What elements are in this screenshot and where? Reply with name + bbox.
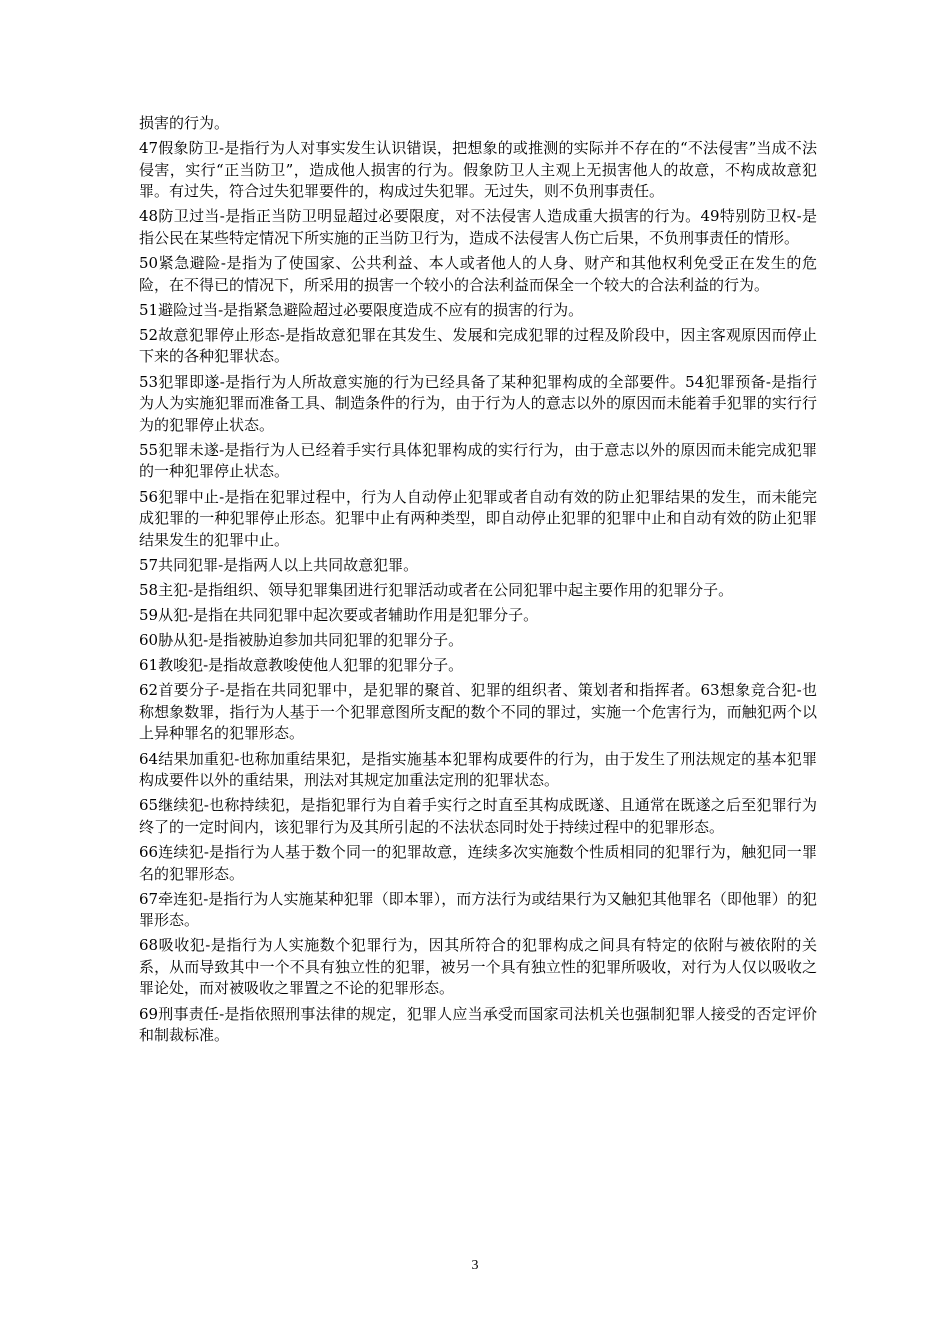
paragraph: 55犯罪未遂-是指行为人已经着手实行具体犯罪构成的实行行为，由于意志以外的原因而未能完成犯罪的一种犯罪停止状态。 <box>139 440 817 481</box>
paragraph: 48防卫过当-是指正当防卫明显超过必要限度，对不法侵害人造成重大损害的行为。49特别防卫权-是指公民在某些特定情况下所实施的正当防卫行为，造成不法侵害人伤亡后果，不负刑事责任的情形。 <box>139 207 817 247</box>
paragraph: 69刑事责任-是指依照刑事法律的规定，犯罪人应当承受而国家司法机关也强制犯罪人接受的否定评价和制裁标准。 <box>139 1004 817 1045</box>
paragraph: 68吸收犯-是指行为人实施数个犯罪行为，因其所符合的犯罪构成之间具有特定的依附与被依附的关系，从而导致其中一个不具有独立性的犯罪，被另一个具有独立性的犯罪所吸收，对行为人仅以吸收之罪论处，而对被吸收之罪置之不论的犯罪形态。 <box>139 936 817 998</box>
paragraph: 67牵连犯-是指行为人实施某种犯罪（即本罪），而方法行为或结果行为又触犯其他罪名（即他罪）的犯罪形态。 <box>139 889 817 930</box>
paragraph: 59从犯-是指在共同犯罪中起次要或者辅助作用是犯罪分子。 <box>139 605 539 624</box>
paragraph: 50紧急避险-是指为了使国家、公共利益、本人或者他人的人身、财产和其他权利免受正在发生的危险，在不得已的情况下，所采用的损害一个较小的合法利益而保全一个较大的合法利益的行为。 <box>139 254 817 294</box>
paragraph: 56犯罪中止-是指在犯罪过程中，行为人自动停止犯罪或者自动有效的防止犯罪结果的发生，而未能完成犯罪的一种犯罪停止形态。犯罪中止有两种类型，即自动停止犯罪的犯罪中止和自动有效的防止犯罪结果发生的犯罪中止。 <box>139 487 817 549</box>
page-number: 3 <box>471 1258 479 1273</box>
paragraph: 62首要分子-是指在共同犯罪中，是犯罪的聚首、犯罪的组织者、策划者和指挥者。63想象竞合犯-也称想象数罪，指行为人基于一个犯罪意图所支配的数个不同的罪过，实施一个危害行为，而触犯两个以上异种罪名的犯罪形态。 <box>139 681 817 743</box>
paragraph: 66连续犯-是指行为人基于数个同一的犯罪故意，连续多次实施数个性质相同的犯罪行为，触犯同一罪名的犯罪形态。 <box>139 842 817 883</box>
paragraph: 51避险过当-是指紧急避险超过必要限度造成不应有的损害的行为。 <box>139 300 584 319</box>
paragraph: 58主犯-是指组织、领导犯罪集团进行犯罪活动或者在公同犯罪中起主要作用的犯罪分子。 <box>139 580 734 599</box>
paragraph: 57共同犯罪-是指两人以上共同故意犯罪。 <box>139 555 419 574</box>
paragraph: 53犯罪即遂-是指行为人所故意实施的行为已经具备了某种犯罪构成的全部要件。54犯罪预备-是指行为人为实施犯罪而准备工具、制造条件的行为，由于行为人的意志以外的原因而未能着手犯罪的实行行为的犯罪停止状态。 <box>139 372 817 434</box>
paragraph: 65继续犯-也称持续犯，是指犯罪行为自着手实行之时直至其构成既遂、且通常在既遂之后至犯罪行为终了的一定时间内，该犯罪行为及其所引起的不法状态同时处于持续过程中的犯罪形态。 <box>139 796 817 836</box>
document-body <box>139 113 817 1050</box>
paragraph: 损害的行为。 <box>139 114 230 132</box>
paragraph: 61教唆犯-是指故意教唆使他人犯罪的犯罪分子。 <box>139 656 464 675</box>
paragraph: 52故意犯罪停止形态-是指故意犯罪在其发生、发展和完成犯罪的过程及阶段中，因主客观原因而停止下来的各种犯罪状态。 <box>139 325 817 366</box>
paragraph: 47假象防卫-是指行为人对事实发生认识错误，把想象的或推测的实际并不存在的“不法侵害”当成不法侵害，实行“正当防卫”，造成他人损害的行为。假象防卫人主观上无损害他人的故意，不构成故意犯罪。有过失，符合过失犯罪要件的，构成过失犯罪。无过失，则不负刑事责任。 <box>139 139 817 201</box>
paragraph: 60胁从犯-是指被胁迫参加共同犯罪的犯罪分子。 <box>139 631 464 650</box>
paragraph: 64结果加重犯-也称加重结果犯，是指实施基本犯罪构成要件的行为，由于发生了刑法规定的基本犯罪构成要件以外的重结果，刑法对其规定加重法定刑的犯罪状态。 <box>139 749 817 790</box>
